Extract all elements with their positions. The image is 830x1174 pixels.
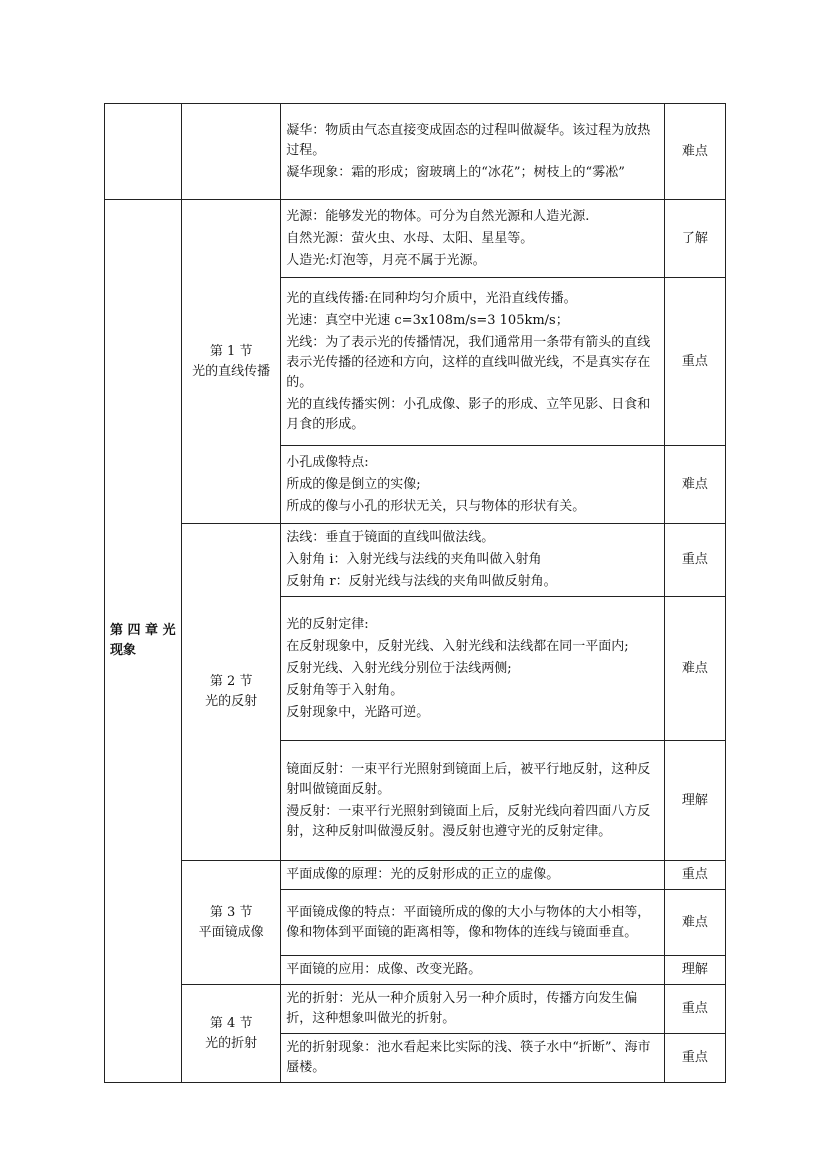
content-line: 反射现象中，光路可逆。: [286, 704, 430, 720]
content-line: 平面镜成像的特点：平面镜所成的像的大小与物体的大小相等，像和物体到平面镜的距离相等，像和物体的连线与镜面垂直。: [286, 904, 651, 940]
section-number: 第 1 节: [209, 343, 253, 359]
level-cell: 理解: [664, 741, 725, 861]
content-line: 凝华现象：霜的形成；窗玻璃上的“冰花”；树枝上的“雾凇”: [286, 164, 625, 180]
content-line: 所成的像与小孔的形状无关，只与物体的形状有关。: [286, 498, 586, 514]
level-cell: 难点: [664, 104, 725, 200]
content-line: 光速：真空中光速 c=3x108m/s=3 105km/s；: [286, 312, 569, 328]
section-number: 第 4 节: [209, 1015, 253, 1031]
level-cell: 重点: [664, 1034, 725, 1083]
content-cell: [281, 446, 665, 524]
content-line: 漫反射：一束平行光照射到镜面上后，反射光线向着四面八方反射，这种反射叫做漫反射。漫反射也遵守光的反射定律。: [286, 803, 651, 839]
notes-table: [104, 103, 726, 1083]
level-cell: 难点: [664, 446, 725, 524]
content-line: 光的折射：光从一种介质射入另一种介质时，传播方向发生偏折，这种想象叫做光的折射。: [286, 991, 638, 1026]
table-row: [105, 200, 726, 278]
table-row: [105, 985, 726, 1034]
content-line: 所成的像是倒立的实像;: [286, 476, 421, 492]
chapter-cell-empty: [105, 104, 182, 200]
content-line: 反射角 r：反射光线与法线的夹角叫做反射角。: [286, 574, 557, 589]
content-cell: [281, 524, 665, 597]
content-line: 光的折射现象：池水看起来比实际的浅、筷子水中“折断”、海市蜃楼。: [286, 1040, 651, 1075]
content-line: 光源：能够发光的物体。可分为自然光源和人造光源.: [286, 208, 590, 224]
content-cell: [281, 1034, 665, 1083]
content-line: 在反射现象中，反射光线、入射光线和法线都在同一平面内;: [286, 638, 629, 654]
content-line: 小孔成像特点:: [286, 454, 369, 470]
level-cell: 重点: [664, 524, 725, 597]
section-name: 平面镜成像: [198, 924, 264, 940]
content-line: 光的反射定律:: [286, 616, 369, 632]
content-line: 法线：垂直于镜面的直线叫做法线。: [286, 530, 495, 545]
content-line: 光线：为了表示光的传播情况，我们通常用一条带有箭头的直线表示光传播的径迹和方向，这样的直线叫做光线，不是真实存在的。: [286, 334, 651, 390]
level-cell: 难点: [664, 597, 725, 741]
content-line: 光的直线传播:在同种均匀介质中，光沿直线传播。: [286, 290, 577, 306]
content-line: 反射角等于入射角。: [286, 682, 404, 698]
content-line: 反射光线、入射光线分别位于法线两侧;: [286, 660, 512, 676]
table-row: [105, 524, 726, 597]
level-cell: 重点: [664, 861, 725, 890]
level-cell: 难点: [664, 890, 725, 956]
section-cell: [182, 200, 281, 524]
chapter-title: 第 四 章 光现象: [110, 623, 176, 658]
content-cell: [281, 200, 665, 278]
section-name: 光的折射: [205, 1035, 258, 1051]
content-cell: [281, 890, 665, 956]
content-line: 镜面反射：一束平行光照射到镜面上后，被平行地反射，这种反射叫做镜面反射。: [286, 761, 651, 797]
content-cell: [281, 104, 665, 200]
content-cell: [281, 861, 665, 890]
section-cell-empty: [182, 104, 281, 200]
section-name: 光的直线传播: [192, 363, 271, 379]
content-cell: [281, 956, 665, 985]
level-cell: 理解: [664, 956, 725, 985]
content-cell: [281, 741, 665, 861]
content-line: 平面镜的应用：成像、改变光路。: [286, 962, 482, 977]
content-cell: [281, 278, 665, 446]
level-cell: 重点: [664, 985, 725, 1034]
content-line: 入射角 i：入射光线与法线的夹角叫做入射角: [286, 552, 542, 567]
table-row: [105, 861, 726, 890]
table-row: [105, 104, 726, 200]
section-number: 第 2 节: [209, 674, 253, 689]
level-cell: 重点: [664, 278, 725, 446]
content-line: 光的直线传播实例：小孔成像、影子的形成、立竿见影、日食和月食的形成。: [286, 396, 651, 432]
chapter-cell: [105, 200, 182, 1083]
section-name: 光的反射: [205, 694, 258, 709]
section-cell: [182, 861, 281, 985]
content-cell: [281, 597, 665, 741]
content-line: 平面成像的原理：光的反射形成的正立的虚像。: [286, 867, 560, 882]
content-cell: [281, 985, 665, 1034]
section-cell: [182, 524, 281, 861]
section-number: 第 3 节: [209, 904, 253, 920]
content-line: 凝华：物质由气态直接变成固态的过程叫做凝华。该过程为放热过程。: [286, 122, 651, 158]
level-cell: 了解: [664, 200, 725, 278]
content-line: 人造光:灯泡等，月亮不属于光源。: [286, 252, 486, 268]
section-cell: [182, 985, 281, 1083]
content-line: 自然光源：萤火虫、水母、太阳、星星等。: [286, 230, 534, 246]
